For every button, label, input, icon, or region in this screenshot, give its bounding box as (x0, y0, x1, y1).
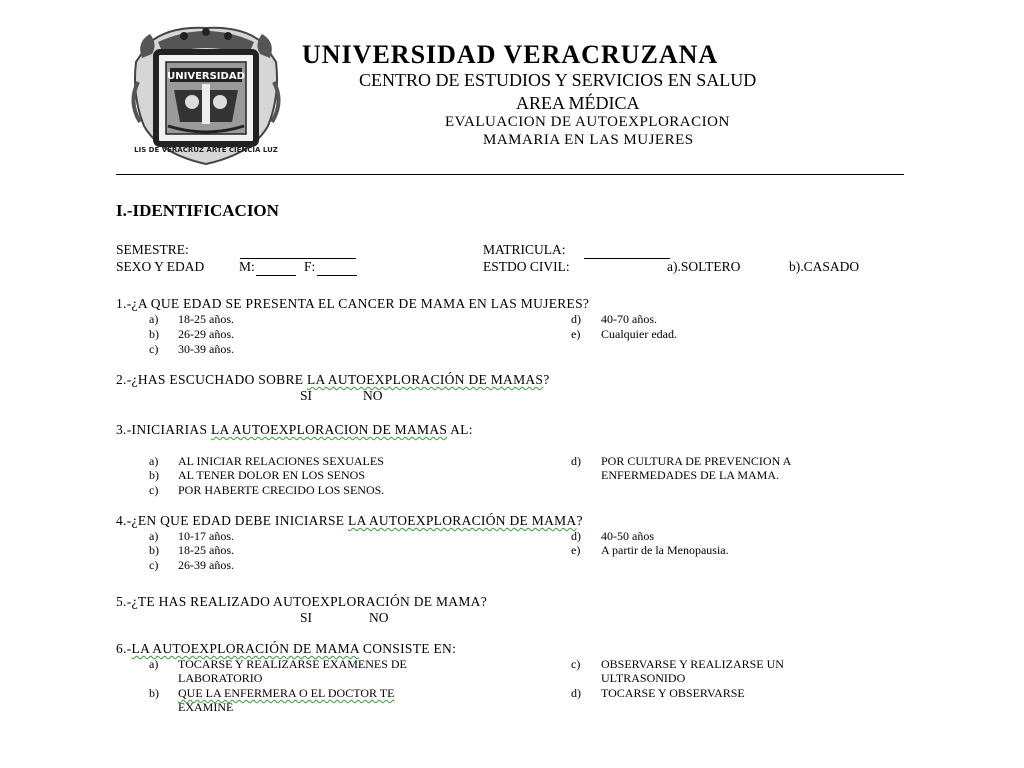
question-4: 4.-¿EN QUE EDAD DEBE INICIARSE LA AUTOEXPLORACIÓN DE MAMA? (116, 513, 583, 528)
q1-option-letter: a) (149, 312, 159, 326)
civil-option-casado[interactable]: b).CASADO (789, 259, 860, 274)
q1-option-letter: c) (149, 342, 159, 356)
q3-option-d[interactable]: POR CULTURA DE PREVENCION A (601, 454, 792, 468)
q4-option-b[interactable]: 18-25 años. (178, 543, 234, 557)
q6-option-letter: d) (571, 686, 581, 700)
m-age-field[interactable] (256, 263, 296, 276)
q1-option-letter: e) (571, 327, 581, 341)
question-2: 2.-¿HAS ESCUCHADO SOBRE LA AUTOEXPLORACIÓN DE MAMAS? (116, 372, 550, 387)
evaluation-title-line2: MAMARIA EN LAS MUJERES (483, 132, 694, 148)
q6-option-d[interactable]: TOCARSE Y OBSERVARSE (601, 686, 745, 700)
civil-option-soltero[interactable]: a).SOLTERO (667, 259, 741, 274)
evaluation-title-line1: EVALUACION DE AUTOEXPLORACION (445, 114, 730, 130)
q3-option-letter: c) (149, 483, 159, 497)
seal-inscription: UNIVERSIDAD (167, 71, 245, 82)
question-5: 5.-¿TE HAS REALIZADO AUTOEXPLORACIÓN DE MAMA? (116, 594, 487, 609)
q4-option-e[interactable]: A partir de la Menopausia. (601, 543, 729, 557)
q1-option-letter: b) (149, 327, 159, 341)
q6-option-b-continued: EXAMINE (178, 700, 234, 714)
q1-option-letter: d) (571, 312, 581, 326)
q3-option-b[interactable]: AL TENER DOLOR EN LOS SENOS (178, 468, 366, 482)
header-divider (116, 174, 904, 175)
q4-option-letter: b) (149, 543, 159, 557)
q1-option-b[interactable]: 26-29 años. (178, 327, 234, 341)
q1-option-d[interactable]: 40-70 años. (601, 312, 657, 326)
section-title: I.-IDENTIFICACION (116, 201, 279, 220)
seal-motto: LIS DE VERACRUZ ARTE CIENCIA LUZ (134, 146, 278, 154)
q1-option-e[interactable]: Cualquier edad. (601, 327, 677, 341)
semestre-field[interactable] (240, 246, 356, 259)
f-label: F: (304, 259, 316, 274)
question-6: 6.-LA AUTOEXPLORACIÓN DE MAMA CONSISTE EN: (116, 641, 457, 656)
q3-option-a[interactable]: AL INICIAR RELACIONES SEXUALES (178, 454, 384, 468)
q6-option-a[interactable]: TOCARSE Y REALIZARSE EXAMENES DE (178, 657, 407, 671)
sexo-edad-label: SEXO Y EDAD (116, 259, 205, 274)
q2-option-si[interactable]: SI (300, 388, 313, 403)
matricula-field[interactable] (584, 246, 670, 259)
q3-option-letter: a) (149, 454, 159, 468)
university-seal-logo (128, 22, 284, 168)
q5-option-no[interactable]: NO (369, 610, 389, 625)
center-title: CENTRO DE ESTUDIOS Y SERVICIOS EN SALUD (359, 70, 757, 90)
q4-option-letter: a) (149, 529, 159, 543)
question-3: 3.-INICIARIAS LA AUTOEXPLORACION DE MAMAS AL: (116, 422, 473, 437)
question-1: 1.-¿A QUE EDAD SE PRESENTA EL CANCER DE MAMA EN LAS MUJERES? (116, 296, 590, 311)
q6-option-a-continued: LABORATORIO (178, 671, 263, 685)
q4-option-c[interactable]: 26-39 años. (178, 558, 234, 572)
q2-option-no[interactable]: NO (363, 388, 383, 403)
q6-option-c-continued: ULTRASONIDO (601, 671, 686, 685)
semestre-label: SEMESTRE: (116, 242, 189, 257)
q4-option-letter: e) (571, 543, 581, 557)
q1-option-c[interactable]: 30-39 años. (178, 342, 234, 356)
q4-option-d[interactable]: 40-50 años (601, 529, 654, 543)
civil-label: ESTDO CIVIL: (483, 259, 570, 274)
q4-option-a[interactable]: 10-17 años. (178, 529, 234, 543)
q6-option-b[interactable]: QUE LA ENFERMERA O EL DOCTOR TE (178, 686, 395, 700)
q3-option-letter: b) (149, 468, 159, 482)
q5-option-si[interactable]: SI (300, 610, 313, 625)
q3-option-c[interactable]: POR HABERTE CRECIDO LOS SENOS. (178, 483, 385, 497)
q4-option-letter: d) (571, 529, 581, 543)
q1-option-a[interactable]: 18-25 años. (178, 312, 234, 326)
matricula-label: MATRICULA: (483, 242, 566, 257)
university-title: UNIVERSIDAD VERACRUZANA (302, 40, 719, 69)
q6-option-c[interactable]: OBSERVARSE Y REALIZARSE UN (601, 657, 784, 671)
q6-option-letter: b) (149, 686, 159, 700)
q3-option-d-continued: ENFERMEDADES DE LA MAMA. (601, 468, 780, 482)
q6-option-letter: a) (149, 657, 159, 671)
m-label: M: (239, 259, 255, 274)
q3-option-letter: d) (571, 454, 581, 468)
q4-option-letter: c) (149, 558, 159, 572)
area-title: AREA MÉDICA (516, 93, 640, 113)
f-age-field[interactable] (317, 263, 357, 276)
q6-option-letter: c) (571, 657, 581, 671)
